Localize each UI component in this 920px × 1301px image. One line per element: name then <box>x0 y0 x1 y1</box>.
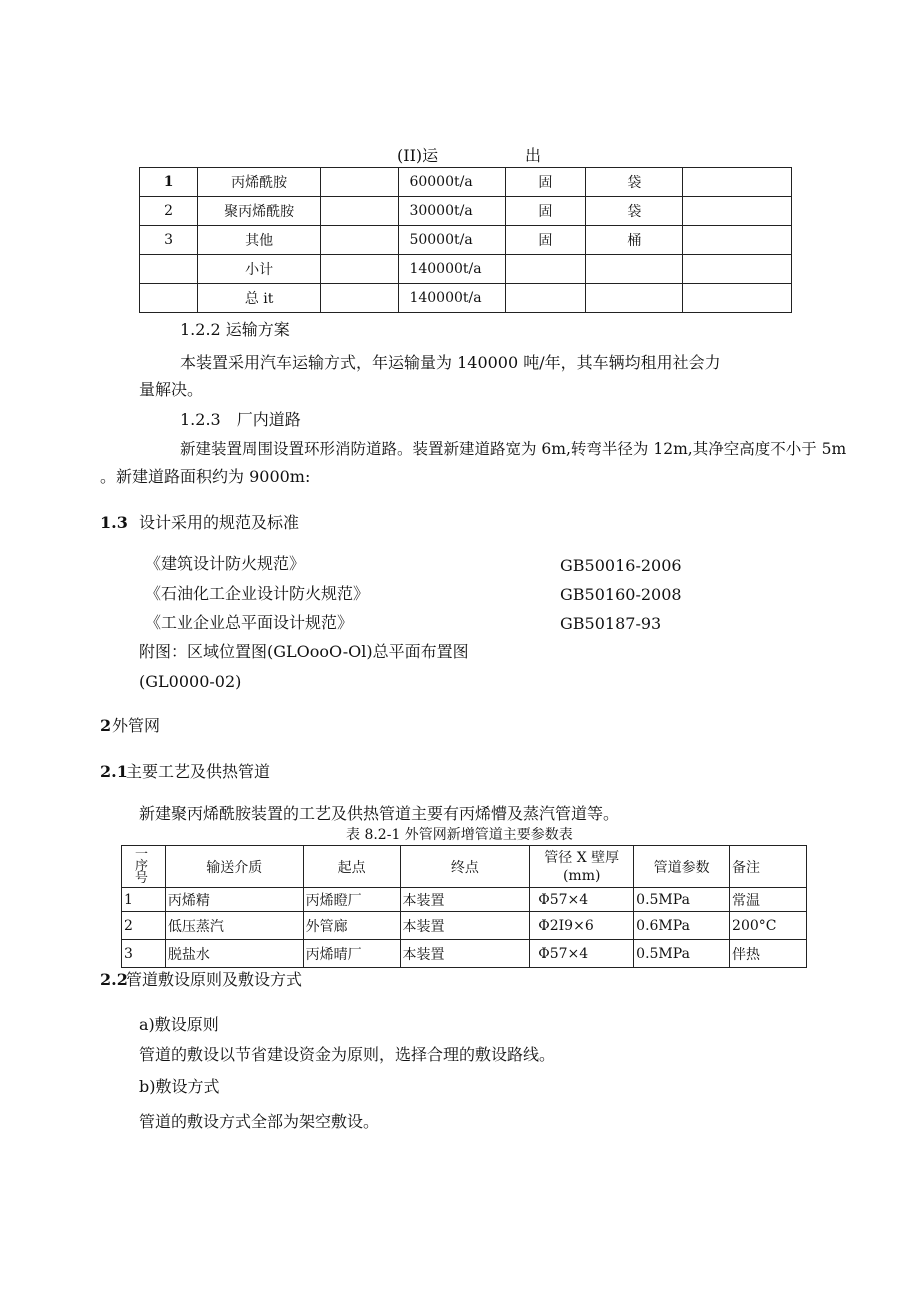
empty-cell <box>321 284 399 313</box>
subsection-a-label: a)敷设原则 <box>139 1015 219 1034</box>
section-1-2-2-heading: 1.2.2 运输方案 <box>180 320 290 339</box>
packaging: 桶 <box>586 226 683 255</box>
row-number: 2 <box>122 912 166 940</box>
header-medium: 输送介质 <box>165 846 303 888</box>
empty-cell <box>683 197 792 226</box>
subsection-b-label: b)敷设方式 <box>139 1077 220 1096</box>
material-state: 固 <box>505 226 586 255</box>
table-row <box>122 940 807 968</box>
header-serial-mid: 序 <box>134 858 148 874</box>
material-name: 聚丙烯酰胺 <box>198 197 321 226</box>
attachment-line: (GL0000-02) <box>139 672 242 691</box>
header-pipe-param: 管道参数 <box>634 846 730 888</box>
row-number: 3 <box>122 940 166 968</box>
empty-cell <box>321 255 399 284</box>
attachment-line: 附图：区域位置图(GLOooO-Ol)总平面布置图 <box>139 642 469 661</box>
material-state: 固 <box>505 197 586 226</box>
header-serial-number <box>122 846 166 888</box>
transport-amount: 140000t/a <box>399 255 505 284</box>
standard-name: 《建筑设计防火规范》 <box>145 554 306 573</box>
empty-cell <box>683 168 792 197</box>
material-name: 小计 <box>198 255 321 284</box>
section-2-2-title: 管道敷设原则及敷设方式 <box>126 970 303 989</box>
packaging <box>586 255 683 284</box>
section-2-number: 2 <box>100 716 112 735</box>
table-row <box>140 255 792 284</box>
pipe-param: 0.5MPa <box>634 940 730 968</box>
table1-caption-left: (II)运 <box>397 146 439 165</box>
standard-name: 《石油化工企业设计防火规范》 <box>145 584 370 603</box>
medium: 脱盐水 <box>165 940 303 968</box>
paragraph-line: 管道的敷设方式全部为架空敷设。 <box>139 1112 380 1131</box>
section-1-3-title: 设计采用的规范及标准 <box>139 513 300 532</box>
header-note: 备注 <box>730 846 807 888</box>
transport-amount: 60000t/a <box>399 168 505 197</box>
section-1-3-number: 1.3 <box>100 513 128 532</box>
output-transport-table <box>139 167 792 313</box>
pipe-size: Φ2I9×6 <box>530 912 634 940</box>
paragraph-line: 本装置采用汽车运输方式，年运输量为 140000 吨/年，其车辆均租用社会力 <box>180 353 721 372</box>
header-start: 起点 <box>303 846 400 888</box>
pipe-param: 0.6MPa <box>634 912 730 940</box>
transport-amount: 30000t/a <box>399 197 505 226</box>
table-row <box>140 226 792 255</box>
row-number: 3 <box>140 226 198 255</box>
table-row <box>140 284 792 313</box>
section-2-1-number: 2.1 <box>100 762 128 781</box>
packaging: 袋 <box>586 168 683 197</box>
note: 常温 <box>730 888 807 912</box>
medium: 低压蒸汽 <box>165 912 303 940</box>
standard-code: GB50160-2008 <box>560 585 682 604</box>
header-pipe-size-line1: 管径 X 壁厚 <box>544 849 620 866</box>
empty-cell <box>321 226 399 255</box>
end-point: 本装置 <box>400 940 530 968</box>
header-serial-top: 一 <box>134 846 148 862</box>
transport-amount: 140000t/a <box>399 284 505 313</box>
row-number: 2 <box>140 197 198 226</box>
pipe-size: Φ57×4 <box>530 888 634 912</box>
transport-amount: 50000t/a <box>399 226 505 255</box>
start-point: 丙烯晴厂 <box>303 940 400 968</box>
start-point: 外管廊 <box>303 912 400 940</box>
header-pipe-size-line2: (mm) <box>562 867 601 884</box>
section-1-2-3-heading: 1.2.3 厂内道路 <box>180 410 301 429</box>
header-pipe-size <box>530 846 634 888</box>
table2-caption: 表 8.2-1 外管网新增管道主要参数表 <box>346 827 573 843</box>
header-serial-bot: 号 <box>134 870 148 886</box>
pipe-size: Φ57×4 <box>530 940 634 968</box>
empty-cell <box>683 284 792 313</box>
row-number: 1 <box>122 888 166 912</box>
paragraph-line: 量解决。 <box>139 380 204 399</box>
table-row <box>140 168 792 197</box>
paragraph-line: 。新建道路面积约为 9000m: <box>100 467 311 486</box>
section-2-1-title: 主要工艺及供热管道 <box>126 762 271 781</box>
paragraph-line: 管道的敷设以节省建设资金为原则，选择合理的敷设路线。 <box>139 1045 556 1064</box>
material-state: 固 <box>505 168 586 197</box>
table-header-row <box>122 846 807 888</box>
standard-code: GB50016-2006 <box>560 556 682 575</box>
empty-cell <box>321 168 399 197</box>
end-point: 本装置 <box>400 888 530 912</box>
section-2-2-number: 2.2 <box>100 970 128 989</box>
empty-cell <box>321 197 399 226</box>
table-row <box>122 912 807 940</box>
table1-caption-right: 出 <box>525 146 542 165</box>
material-name: 总 it <box>198 284 321 313</box>
standard-name: 《工业企业总平面设计规范》 <box>145 613 354 632</box>
standard-code: GB50187-93 <box>560 614 662 633</box>
material-name: 丙烯酰胺 <box>198 168 321 197</box>
table-row <box>140 197 792 226</box>
note: 伴热 <box>730 940 807 968</box>
material-name: 其他 <box>198 226 321 255</box>
table-row <box>122 888 807 912</box>
material-state <box>505 255 586 284</box>
section-2-title: 外管网 <box>112 716 161 735</box>
row-number: 1 <box>140 168 198 197</box>
row-number <box>140 255 198 284</box>
header-end: 终点 <box>400 846 530 888</box>
empty-cell <box>683 226 792 255</box>
packaging: 袋 <box>586 197 683 226</box>
empty-cell <box>683 255 792 284</box>
start-point: 丙烯瞪厂 <box>303 888 400 912</box>
medium: 丙烯精 <box>165 888 303 912</box>
paragraph-line: 新建聚丙烯酰胺装置的工艺及供热管道主要有丙烯懵及蒸汽管道等。 <box>139 804 620 823</box>
packaging <box>586 284 683 313</box>
end-point: 本装置 <box>400 912 530 940</box>
pipe-param: 0.5MPa <box>634 888 730 912</box>
note: 200°C <box>730 912 807 940</box>
row-number <box>140 284 198 313</box>
pipe-parameters-table <box>121 845 807 968</box>
material-state <box>505 284 586 313</box>
paragraph-line: 新建装置周围设置环形消防道路。装置新建道路宽为 6m,转弯半径为 12m,其净空高度不小于 5m <box>180 440 847 458</box>
